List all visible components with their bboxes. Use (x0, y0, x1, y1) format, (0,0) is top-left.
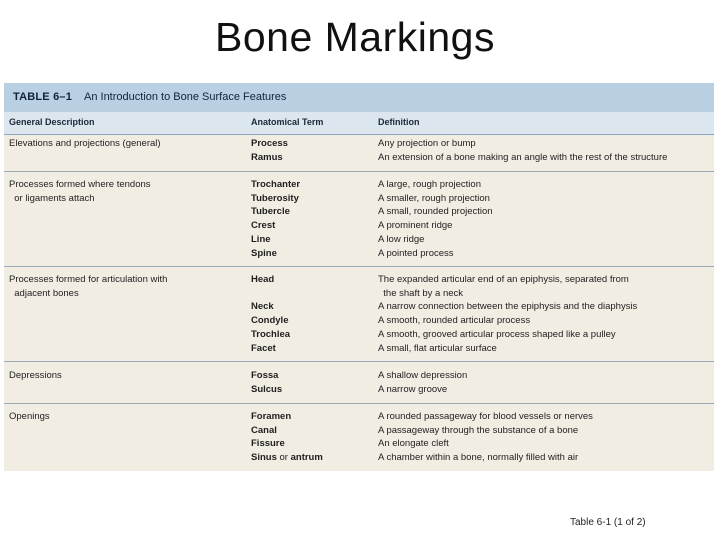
table-caption-bar (4, 83, 714, 112)
term-text: Sinus (251, 452, 277, 464)
group-separator (4, 403, 714, 404)
term-text: Ramus (251, 151, 283, 163)
slide-title: Bone Markings (215, 14, 495, 60)
anatomical-term (251, 383, 282, 397)
term-text: Tuberosity (251, 192, 299, 204)
anatomical-term (251, 205, 290, 219)
term-definition: A small, rounded projection (378, 206, 493, 218)
term-text: Canal (251, 424, 277, 436)
group-description: Processes formed for articulation with (9, 274, 168, 285)
anatomical-term (251, 151, 283, 165)
term-definition: The expanded articular end of an epiphysis, separated from (378, 274, 629, 285)
term-text: Line (251, 233, 271, 245)
term-definition: A chamber within a bone, normally filled with air (378, 452, 579, 464)
group-separator (4, 361, 714, 362)
group-description: adjacent bones (9, 287, 79, 299)
group-description: or ligaments attach (9, 192, 95, 204)
term-text: Process (251, 138, 288, 149)
header-definition: Definition (378, 117, 420, 127)
term-definition: A pointed process (378, 247, 454, 259)
term-definition: the shaft by a neck (378, 287, 464, 299)
term-definition: A low ridge (378, 233, 425, 245)
group-description: Elevations and projections (general) (9, 138, 161, 149)
group-separator (4, 171, 714, 172)
anatomical-term (251, 300, 274, 314)
term-text: Facet (251, 342, 276, 354)
term-definition: A rounded passageway for blood vessels or nerves (378, 411, 593, 422)
term-text: Condyle (251, 315, 289, 327)
term-text: Fissure (251, 438, 285, 450)
header-general-description: General Description (9, 117, 95, 127)
group-description: Depressions (9, 370, 62, 381)
term-text: Foramen (251, 411, 292, 422)
anatomical-term (251, 314, 288, 328)
anatomical-term (251, 219, 275, 233)
table-number: TABLE 6–1 (13, 91, 73, 103)
term-definition: A smooth, rounded articular process (378, 315, 531, 327)
anatomical-term (251, 192, 299, 206)
term-text: Spine (251, 247, 277, 259)
term-definition: A small, flat articular surface (378, 342, 497, 354)
anatomical-term (251, 342, 276, 356)
table-reference: Table 6-1 (1 of 2) (570, 517, 646, 528)
term-text: Trochanter (251, 179, 301, 190)
anatomical-term (251, 247, 277, 261)
anatomical-term (251, 437, 285, 451)
term-definition: An elongate cleft (378, 438, 449, 450)
term-definition: A large, rough projection (378, 179, 481, 190)
term-text: Sulcus (251, 383, 283, 395)
term-definition: A passageway through the substance of a bone (378, 424, 579, 436)
anatomical-term (251, 273, 274, 287)
term-definition: A narrow groove (378, 383, 448, 395)
group-description: Openings (9, 411, 50, 422)
term-definition: A prominent ridge (378, 220, 453, 232)
term-alternate: antrum (290, 452, 323, 464)
term-definition: Any projection or bump (378, 138, 476, 149)
anatomical-term (251, 424, 277, 438)
anatomical-term (251, 451, 323, 465)
term-text: Fossa (251, 370, 279, 381)
anatomical-term (251, 328, 290, 342)
term-definition: An extension of a bone making an angle with the rest of the structure (378, 151, 668, 163)
anatomical-term (251, 369, 278, 383)
term-definition: A shallow depression (378, 370, 468, 381)
term-text: Tubercle (251, 206, 290, 218)
table-caption: An Introduction to Bone Surface Features (84, 91, 287, 103)
term-definition: A smaller, rough projection (378, 192, 490, 204)
anatomical-term (251, 137, 288, 151)
term-text: Crest (251, 220, 276, 232)
term-definition: A smooth, grooved articular process shaped like a pulley (378, 328, 616, 340)
table-header-row (4, 112, 714, 135)
anatomical-term (251, 233, 271, 247)
group-separator (4, 266, 714, 267)
anatomical-term (251, 178, 300, 192)
group-description: Processes formed where tendons (9, 179, 151, 190)
term-text: Trochlea (251, 328, 291, 340)
header-anatomical-term: Anatomical Term (251, 117, 324, 127)
term-definition: A narrow connection between the epiphysis and the diaphysis (378, 301, 638, 313)
anatomical-term (251, 410, 291, 424)
term-text: Head (251, 274, 275, 285)
bone-surface-features-table (4, 83, 714, 471)
term-joiner: or (276, 452, 291, 464)
term-text: Neck (251, 301, 274, 313)
